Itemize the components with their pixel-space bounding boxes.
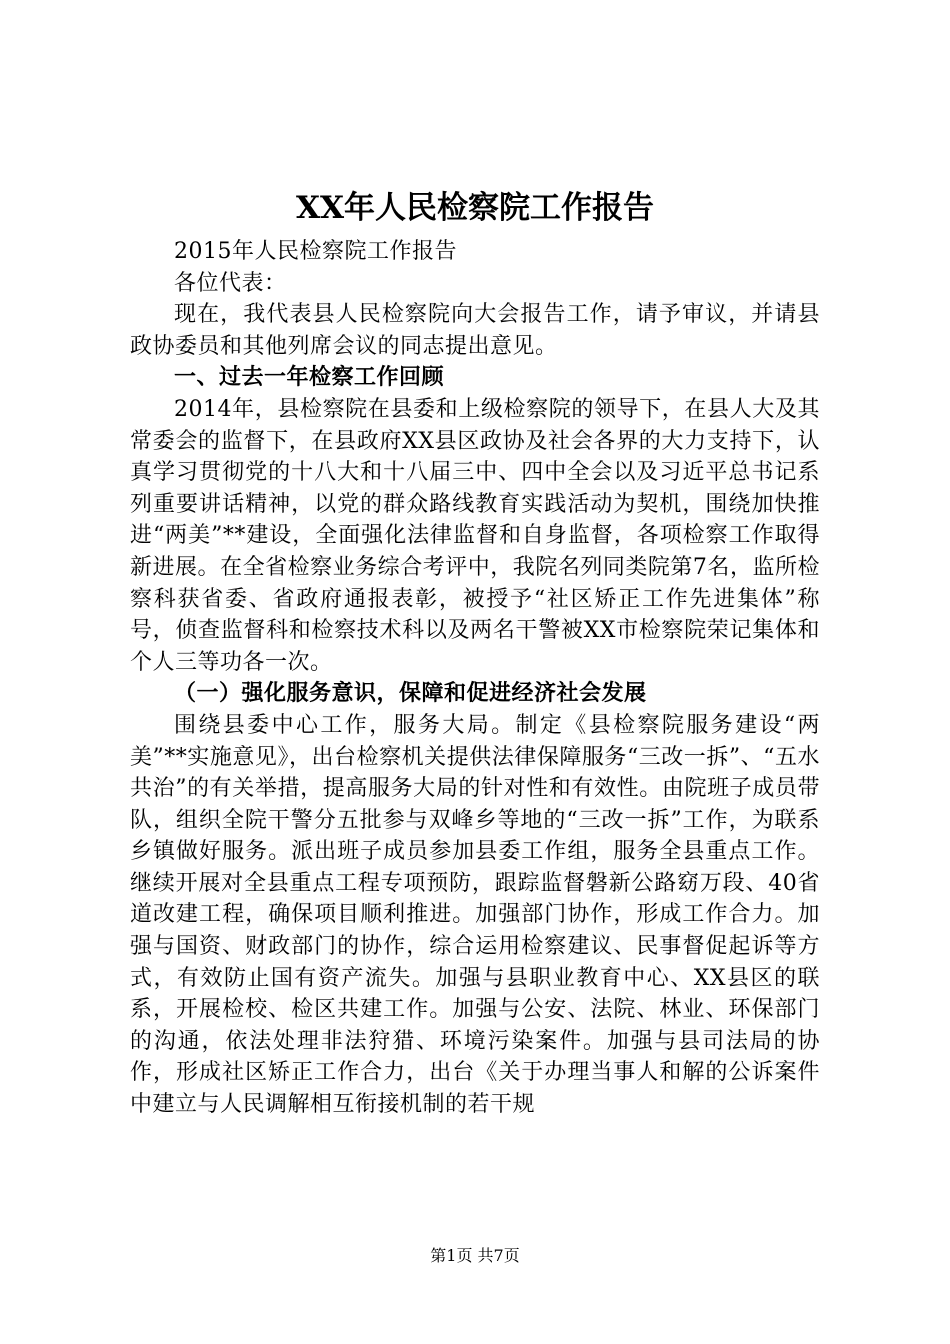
paragraph-review-summary: 2014年，县检察院在县委和上级检察院的领导下，在县人大及其常委会的监督下，在县政府XX县区政协及社会各界的大力支持下，认真学习贯彻党的十八大和十八届三中、四中全会以及习近平总书记系列重要讲话精神，以党的群众路线教育实践活动为契机，围绕加快推进“两美”**建设，全面强化法律监督和自身监督，各项检察工作取得新进展。在全省检察业务综合考评中，我院名列同类院第7名，监所检察科获省委、省政府通报表彰，被授予“社区矫正工作先进集体”称号，侦查监督科和检察技术科以及两名干警被XX市检察院荣记集体和个人三等功各一次。 <box>130 396 820 675</box>
document-title: XX年人民检察院工作报告 <box>295 190 655 226</box>
paragraph-intro: 现在，我代表县人民检察院向大会报告工作，请予审议，并请县政协委员和其他列席会议的同志提出意见。 <box>130 302 820 359</box>
document-body <box>130 236 820 1121</box>
subsection-heading-service: （一）强化服务意识，保障和促进经济社会发展 <box>174 681 647 707</box>
paragraph-report-name: 2015年人民检察院工作报告 <box>174 239 457 264</box>
paragraph-salutation: 各位代表： <box>174 270 287 296</box>
page-footer: 第1页 共7页 <box>430 1246 520 1265</box>
paragraph-service-detail: 围绕县委中心工作，服务大局。制定《县检察院服务建设“两美”**实施意见》，出台检察机关提供法律保障服务“三改一拆”、“五水共治”的有关举措，提高服务大局的针对性和有效性。由院班子成员带队，组织全院干警分五批参与双峰乡等地的“三改一拆”工作，为联系乡镇做好服务。派出班子成员参加县委工作组，服务全县重点工作。继续开展对全县重点工程专项预防，跟踪监督磐新公路窈万段、40省道改建工程，确保项目顺利推进。加强部门协作，形成工作合力。加强与国资、财政部门的协作，综合运用检察建议、民事督促起诉等方式，有效防止国有资产流失。加强与县职业教育中心、XX县区的联系，开展检校、检区共建工作。加强与公安、法院、林业、环保部门的沟通，依法处理非法狩猎、环境污染案件。加强与县司法局的协作，形成社区矫正工作合力，出台《关于办理当事人和解的公诉案件中建立与人民调解相互衔接机制的若干规 <box>130 712 820 1118</box>
section-heading-review: 一、过去一年检察工作回顾 <box>174 365 445 391</box>
